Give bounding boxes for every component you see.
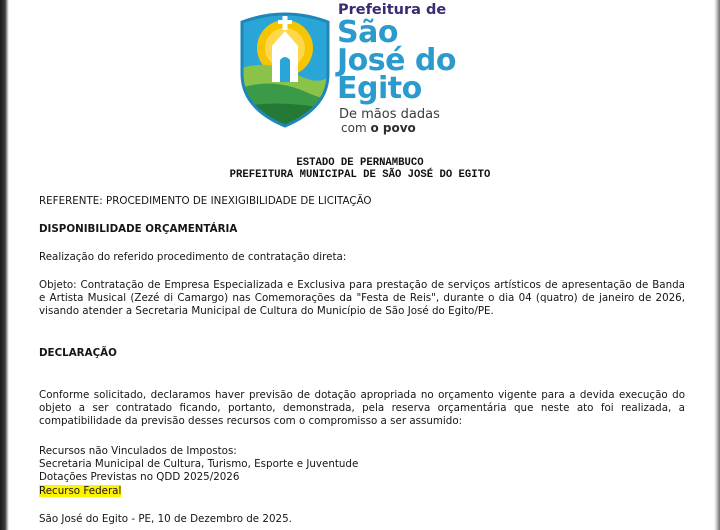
brand-name-line-2: José do <box>337 43 457 78</box>
brand-tagline-2-a: com <box>341 121 367 135</box>
resource-line: Dotações Previstas no QDD 2025/2026 <box>39 471 240 483</box>
referente-line: REFERENTE: PROCEDIMENTO DE INEXIGIBILIDADE DE LICITAÇÃO <box>39 195 372 207</box>
place-date-line: São José do Egito - PE, 10 de Dezembro de 2025. <box>39 513 292 525</box>
brand-tagline-2 <box>341 121 416 135</box>
resource-line: Recursos não Vinculados de Impostos: <box>39 445 237 457</box>
page-right-edge-shadow <box>714 0 720 530</box>
brand-tagline-1: De mãos dadas <box>339 107 440 122</box>
brand-tagline-2-b: o povo <box>370 121 416 135</box>
resource-highlight: Recurso Federal <box>39 485 122 497</box>
header-state: ESTADO DE PERNAMBUCO <box>296 157 424 169</box>
objeto-paragraph: Objeto: Contratação de Empresa Especializada e Exclusiva para prestação de serviços artísticos de apresentação de Banda e Artista Musical (Zezé di Camargo) nas Comemorações da "Festa de Reis", durante o dia 04 (quatro) de janeiro de 2026, visando atender a Secretaria Municipal de Cultura do Município de São José do Egito/PE. <box>39 279 685 317</box>
brand-prefix: Prefeitura de <box>338 2 447 18</box>
resource-highlight-line <box>39 485 685 498</box>
city-brand-wordmark <box>338 0 478 140</box>
section-title-declaracao: DECLARAÇÃO <box>39 347 117 359</box>
intro-line: Realização do referido procedimento de contratação direta: <box>39 251 347 263</box>
brand-name-line-1: São <box>337 15 398 50</box>
declaracao-paragraph: Conforme solicitado, declaramos haver previsão de dotação apropriada no orçamento vigente para a devida execução do objeto a ser contratado ficando, portanto, demonstrada, pela reserva orçamentária que neste ato foi realizada, a compatibilidade da previsão desses recursos com o compromisso a ser assumido: <box>39 389 685 427</box>
brand-name-line-3: Egito <box>337 71 422 106</box>
page-left-edge-shadow <box>0 0 9 530</box>
header-municipality: PREFEITURA MUNICIPAL DE SÃO JOSÉ DO EGITO <box>229 169 491 181</box>
municipal-crest-logo <box>236 4 334 128</box>
section-title-disponibilidade: DISPONIBILIDADE ORÇAMENTÁRIA <box>39 223 238 235</box>
resource-line: Secretaria Municipal de Cultura, Turismo, Esporte e Juventude <box>39 458 359 470</box>
